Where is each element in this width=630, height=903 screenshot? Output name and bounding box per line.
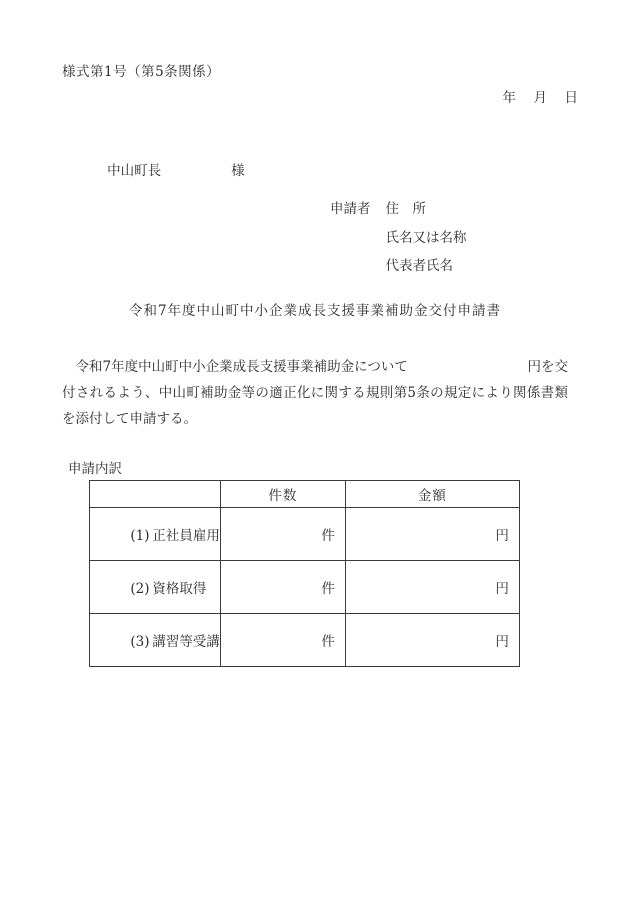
row1-count-unit: 件 <box>321 528 335 544</box>
header-item-cell <box>90 481 221 508</box>
body-line-3: を添付して申請する。 <box>62 411 197 427</box>
row1-item-cell <box>90 508 221 561</box>
breakdown-table <box>89 480 520 667</box>
row3-count-unit: 件 <box>321 634 335 650</box>
row3-amount-unit: 円 <box>495 634 509 650</box>
applicant-block <box>330 195 467 281</box>
row2-amount-unit: 円 <box>495 581 509 597</box>
row1-amount-unit: 円 <box>495 528 509 544</box>
applicant-name-label: 氏名又は名称 <box>385 229 467 246</box>
row3-amount-cell <box>345 614 519 667</box>
row3-number: (3) <box>130 634 150 650</box>
header-count-cell: 件数 <box>220 481 345 508</box>
table-row <box>90 614 520 667</box>
body-line-2: 付されるよう、中山町補助金等の適正化に関する規則第5条の規定により関係書類 <box>62 385 568 401</box>
row1-number: (1) <box>130 528 150 544</box>
row2-count-cell <box>220 561 345 614</box>
body-line-1 <box>62 354 568 380</box>
applicant-label: 申請者 <box>330 201 371 217</box>
row2-item-label: 資格取得 <box>152 581 207 597</box>
row1-amount-cell <box>345 508 519 561</box>
breakdown-section-label: 申請内訳 <box>68 461 122 477</box>
row1-count-cell <box>220 508 345 561</box>
body-line1-suffix: 円を交 <box>527 359 568 375</box>
row3-count-cell <box>220 614 345 667</box>
applicant-address-label: 住 所 <box>385 201 426 217</box>
addressee-honorific: 様 <box>231 163 245 179</box>
header-amount-cell: 金額 <box>345 481 519 508</box>
row2-count-unit: 件 <box>321 581 335 597</box>
body-line1-text: 令和7年度中山町中小企業成長支援事業補助金について <box>62 359 408 375</box>
table-header-row <box>90 481 520 508</box>
table-row <box>90 508 520 561</box>
applicant-fields <box>386 195 467 281</box>
table-row <box>90 561 520 614</box>
form-number: 様式第1号（第5条関係） <box>62 64 221 80</box>
row3-item-cell <box>90 614 221 667</box>
row2-number: (2) <box>130 581 150 597</box>
document-title: 令和7年度中山町中小企業成長支援事業補助金交付申請書 <box>128 303 502 319</box>
row2-amount-cell <box>345 561 519 614</box>
body-paragraph <box>62 354 568 432</box>
applicant-representative-label: 代表者氏名 <box>385 258 453 274</box>
row3-item-label: 講習等受講 <box>152 634 220 650</box>
addressee-line <box>90 143 245 195</box>
date-line: 年 月 日 <box>502 90 580 106</box>
addressee-name: 中山町長 <box>107 163 162 179</box>
row1-item-label: 正社員雇用 <box>152 528 220 544</box>
row2-item-cell <box>90 561 221 614</box>
